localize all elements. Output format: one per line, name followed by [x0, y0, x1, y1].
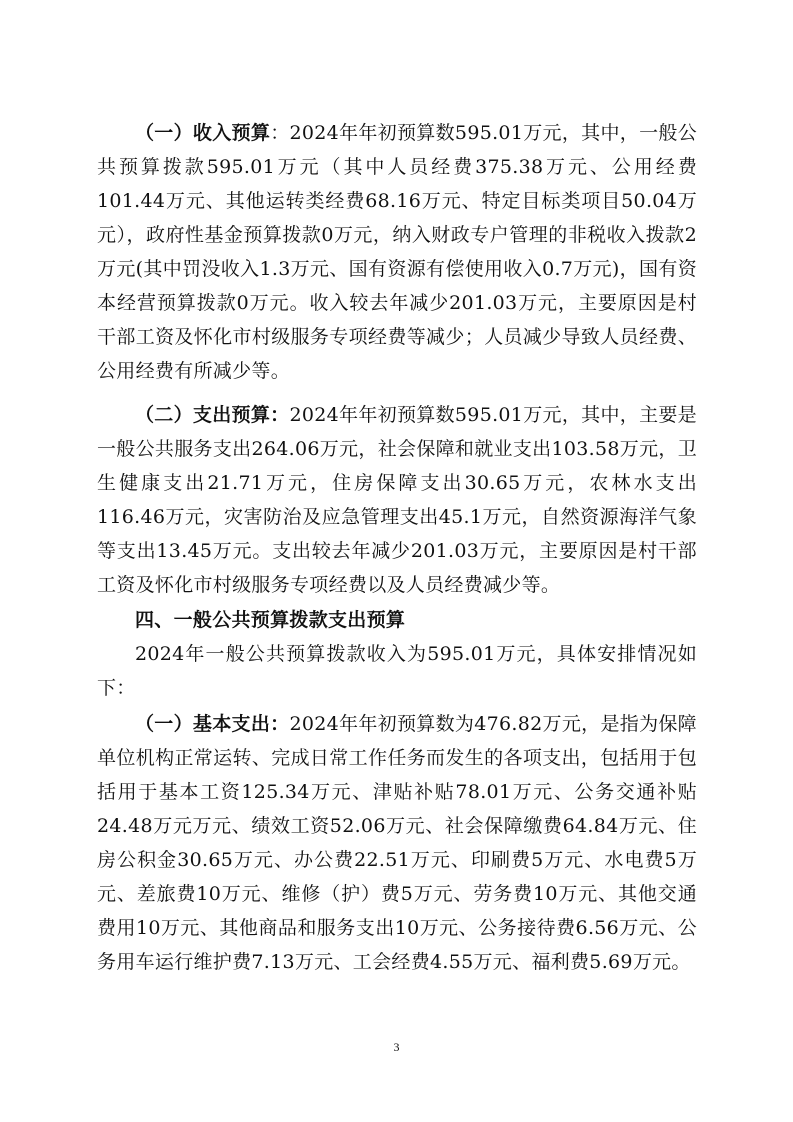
general-public-budget-intro: 2024年一般公共预算拨款收入为595.01万元，具体安排情况如下：	[97, 643, 697, 699]
section-basic-expenditure	[97, 707, 697, 979]
section-income-budget	[97, 116, 697, 388]
expenditure-budget-body: 2024年年初预算数595.01万元，其中，主要是一般公共服务支出264.06万元，社会保障和就业支出103.58万元，卫生健康支出21.71万元，住房保障支出30.65万元，农林水支出116.46万元，灾害防治及应急管理支出45.1万元，自然资源海洋气象等支出13.45万元。支出较去年减少201.03万元，主要原因是村干部工资及怀化市村级服务专项经费以及人员经费减少等。	[97, 404, 697, 596]
income-budget-heading: （一）收入预算	[135, 122, 271, 144]
general-public-budget-heading: 四、一般公共预算拨款支出预算	[135, 609, 406, 631]
basic-expenditure-heading: （一）基本支出：	[135, 713, 290, 735]
basic-expenditure-paragraph	[97, 707, 697, 979]
section-expenditure-budget	[97, 398, 697, 602]
income-budget-body: ：2024年年初预算数595.01万元，其中，一般公共预算拨款595.01万元（其中人员经费375.38万元、公用经费101.44万元、其他运转类经费68.16万元、特定目标类项目50.04万元），政府性基金预算拨款0万元，纳入财政专户管理的非税收入拨款2万元(其中罚没收入1.3万元、国有资源有偿使用收入0.7万元)，国有资本经营预算拨款0万元。收入较去年减少201.03万元，主要原因是村干部工资及怀化市村级服务专项经费等减少；人员减少导致人员经费、公用经费有所减少等。	[97, 122, 698, 382]
page-number: 3	[393, 1040, 400, 1054]
section-general-public-budget	[97, 603, 697, 705]
income-budget-paragraph	[97, 116, 697, 388]
expenditure-budget-heading: （二）支出预算：	[135, 404, 290, 426]
basic-expenditure-body: 2024年年初预算数为476.82万元，是指为保障单位机构正常运转、完成日常工作任务而发生的各项支出，包括用于包括用于基本工资125.34万元、津贴补贴78.01万元、公务交通补贴24.48万元万元、绩效工资52.06万元、社会保障缴费64.84万元、住房公积金30.65万元、办公费22.51万元、印刷费5万元、水电费5万元、差旅费10万元、维修（护）费5万元、劳务费10万元、其他交通费用10万元、其他商品和服务支出10万元、公务接待费6.56万元、公务用车运行维护费7.13万元、工会经费4.55万元、福利费5.69万元。	[97, 713, 697, 973]
expenditure-budget-paragraph	[97, 398, 697, 602]
